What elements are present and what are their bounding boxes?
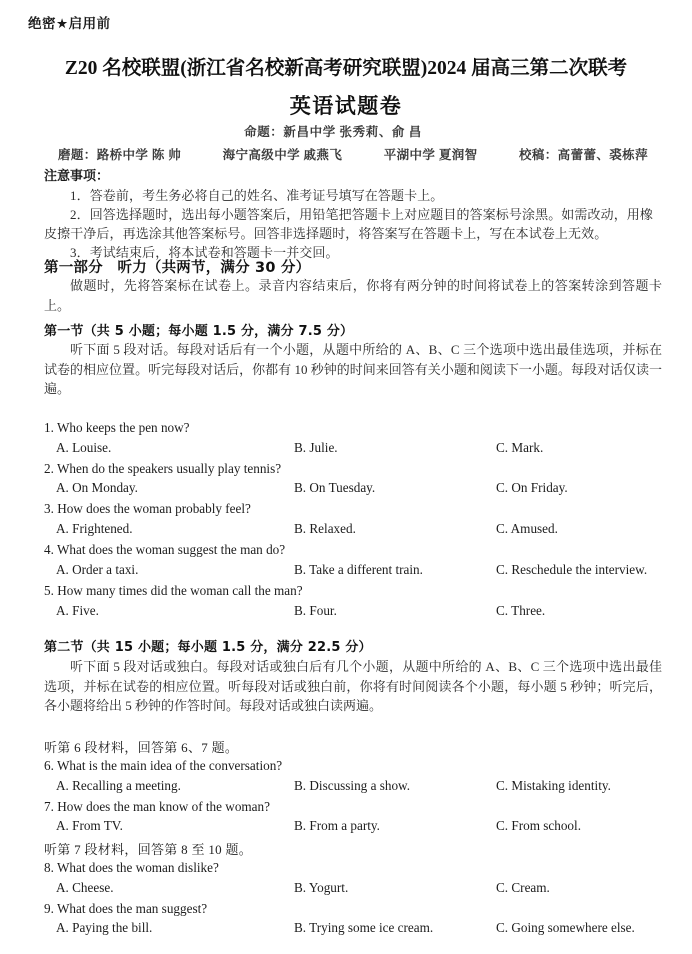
option-c[interactable]: C. Going somewhere else. — [496, 920, 635, 936]
option-c[interactable]: C. Reschedule the interview. — [496, 561, 648, 577]
credit-proposer: 命题：新昌中学 张秀莉、俞 昌 — [244, 125, 422, 139]
question-list-8-10 — [44, 859, 662, 938]
question-options — [44, 561, 662, 580]
secrecy-notice: 绝密★启用前 — [28, 16, 111, 32]
option-b[interactable]: B. Four. — [294, 602, 337, 618]
option-a[interactable]: A. On Monday. — [56, 480, 138, 496]
question-options — [44, 879, 662, 898]
option-a[interactable]: A. Five. — [56, 602, 99, 618]
question-item — [44, 500, 662, 539]
option-b[interactable]: B. Julie. — [294, 439, 338, 455]
option-a[interactable]: A. Louise. — [56, 439, 112, 455]
credit-reviewers — [0, 145, 692, 163]
option-b[interactable]: B. From a party. — [294, 818, 380, 834]
section-1-heading: 第一节（共 5 小题；每小题 1.5 分，满分 7.5 分） — [44, 324, 354, 339]
question-stem: 6. What is the main idea of the conversation? — [44, 758, 283, 773]
question-options — [44, 777, 662, 796]
notice-item-3: 3．考试结束后，将本试卷和答题卡一并交回。 — [70, 244, 339, 260]
option-c[interactable]: C. Three. — [496, 602, 546, 618]
paper-title: 英语试题卷 — [289, 94, 403, 118]
question-item — [44, 460, 662, 499]
notice-item-2: 2．回答选择题时，选出每小题答案后，用铅笔把答题卡上对应题目的答案标号涂黑。如需改动，用橡皮擦干净后，再选涂其他答案标号。回答非选择题时，将答案写在答题卡上，写在本试卷上无效。 — [44, 206, 654, 241]
question-stem: 3. How does the woman probably feel? — [44, 501, 251, 517]
option-c[interactable]: C. Mistaking identity. — [496, 777, 611, 793]
credit-reviewer-1: 磨题：路桥中学 陈 帅 — [58, 148, 182, 162]
option-c[interactable]: C. From school. — [496, 818, 581, 834]
question-options — [44, 479, 662, 498]
question-stem: 2. When do the speakers usually play tennis? — [44, 460, 282, 476]
option-a[interactable]: A. Recalling a meeting. — [56, 777, 181, 793]
credits-block — [0, 122, 692, 163]
question-list-1-5 — [44, 419, 662, 621]
material-6-heading: 听第 6 段材料，回答第 6、7 题。 — [44, 740, 239, 755]
option-b[interactable]: B. Trying some ice cream. — [294, 920, 434, 936]
question-stem: 8. What does the woman dislike? — [44, 860, 219, 875]
credit-proofreader: 校稿：高蕾蕾、裘栋萍 — [518, 148, 648, 162]
notice-title: 注意事项： — [44, 169, 110, 184]
option-a[interactable]: A. Paying the bill. — [56, 920, 153, 936]
question-item — [44, 798, 662, 837]
option-b[interactable]: B. On Tuesday. — [294, 480, 376, 496]
credit-reviewer-3: 平湖中学 夏润智 — [383, 148, 478, 162]
exam-title: Z20 名校联盟(浙江省名校新高考研究联盟)2024 届高三第二次联考 — [64, 58, 628, 79]
option-a[interactable]: A. Cheese. — [56, 879, 114, 895]
option-c[interactable]: C. Mark. — [496, 439, 544, 455]
question-options — [44, 439, 662, 458]
option-b[interactable]: B. Relaxed. — [294, 521, 356, 537]
option-b[interactable]: B. Discussing a show. — [294, 777, 411, 793]
question-stem: 7. How does the man know of the woman? — [44, 798, 270, 814]
question-item — [44, 419, 662, 458]
question-stem: 5. How many times did the woman call the man? — [44, 582, 303, 598]
option-a[interactable]: A. Frightened. — [56, 521, 133, 537]
option-a[interactable]: A. From TV. — [56, 818, 123, 834]
option-a[interactable]: A. Order a taxi. — [56, 561, 139, 577]
question-options — [44, 602, 662, 621]
question-list-6-7 — [44, 757, 662, 836]
question-options — [44, 817, 662, 836]
option-c[interactable]: C. Amused. — [496, 521, 558, 537]
question-item — [44, 541, 662, 580]
part-1-heading: 第一部分 听力（共两节，满分 30 分） — [44, 260, 311, 276]
question-item — [44, 582, 662, 621]
question-item — [44, 757, 662, 796]
material-7-heading: 听第 7 段材料，回答第 8 至 10 题。 — [44, 842, 253, 857]
question-item — [44, 900, 662, 939]
part-1-intro: 做题时，先将答案标在试卷上。录音内容结束后，你将有两分钟的时间将试卷上的答案转涂到答题卡上。 — [44, 278, 662, 313]
section-2-heading: 第二节（共 15 小题；每小题 1.5 分，满分 22.5 分） — [44, 640, 372, 655]
option-c[interactable]: C. On Friday. — [496, 480, 568, 496]
notice-block — [44, 168, 660, 263]
credit-reviewer-2: 海宁高级中学 戚燕飞 — [222, 148, 343, 162]
question-stem: 1. Who keeps the pen now? — [44, 420, 190, 435]
question-stem: 4. What does the woman suggest the man do? — [44, 542, 286, 558]
question-options — [44, 520, 662, 539]
section-1-intro: 听下面 5 段对话。每段对话后有一个小题，从题中所给的 A、B、C 三个选项中选出最佳选项，并标在试卷的相应位置。听完每段对话后，你都有 10 秒钟的时间来回答有关小题和阅读下一小题。每段对话仅读一遍。 — [44, 342, 662, 396]
question-item — [44, 859, 662, 898]
question-options — [44, 919, 662, 938]
question-stem: 9. What does the man suggest? — [44, 900, 208, 916]
option-b[interactable]: B. Yogurt. — [294, 879, 349, 895]
section-2-intro: 听下面 5 段对话或独白。每段对话或独白后有几个小题，从题中所给的 A、B、C 三个选项中选出最佳选项，并标在试卷的相应位置。听每段对话或独白前，你将有时间阅读各个小题，每小题 5 秒钟；听完后，各小题将给出 5 秒钟的作答时间。每段对话或独白读两遍。 — [44, 659, 662, 713]
notice-item-1: 1．答卷前，考生务必将自己的姓名、准考证号填写在答题卡上。 — [70, 187, 444, 203]
option-c[interactable]: C. Cream. — [496, 879, 550, 895]
option-b[interactable]: B. Take a different train. — [294, 561, 423, 577]
